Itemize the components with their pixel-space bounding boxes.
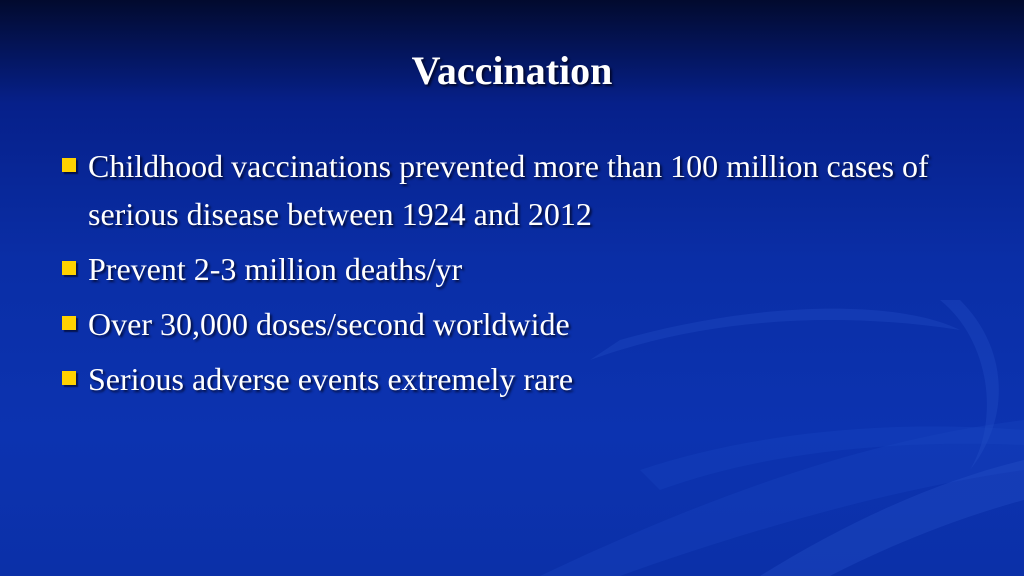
bullet-text: Serious adverse events extremely rare [88, 361, 574, 397]
bullet-text: Prevent 2-3 million deaths/yr [88, 251, 463, 287]
slide-title: Vaccination [411, 48, 613, 93]
bullet-text: Over 30,000 doses/second worldwide [88, 306, 570, 342]
square-bullet-icon [62, 316, 76, 330]
square-bullet-icon [62, 371, 76, 385]
bullet-item [60, 245, 960, 293]
bullet-item [60, 300, 960, 348]
square-bullet-icon [62, 261, 76, 275]
bullet-item [60, 142, 960, 238]
bullet-list [60, 142, 960, 410]
square-bullet-icon [62, 158, 76, 172]
bullet-text: Childhood vaccinations prevented more than 100 million cases of serious disease between 1924 and 2012 [88, 148, 929, 232]
bullet-item [60, 355, 960, 403]
